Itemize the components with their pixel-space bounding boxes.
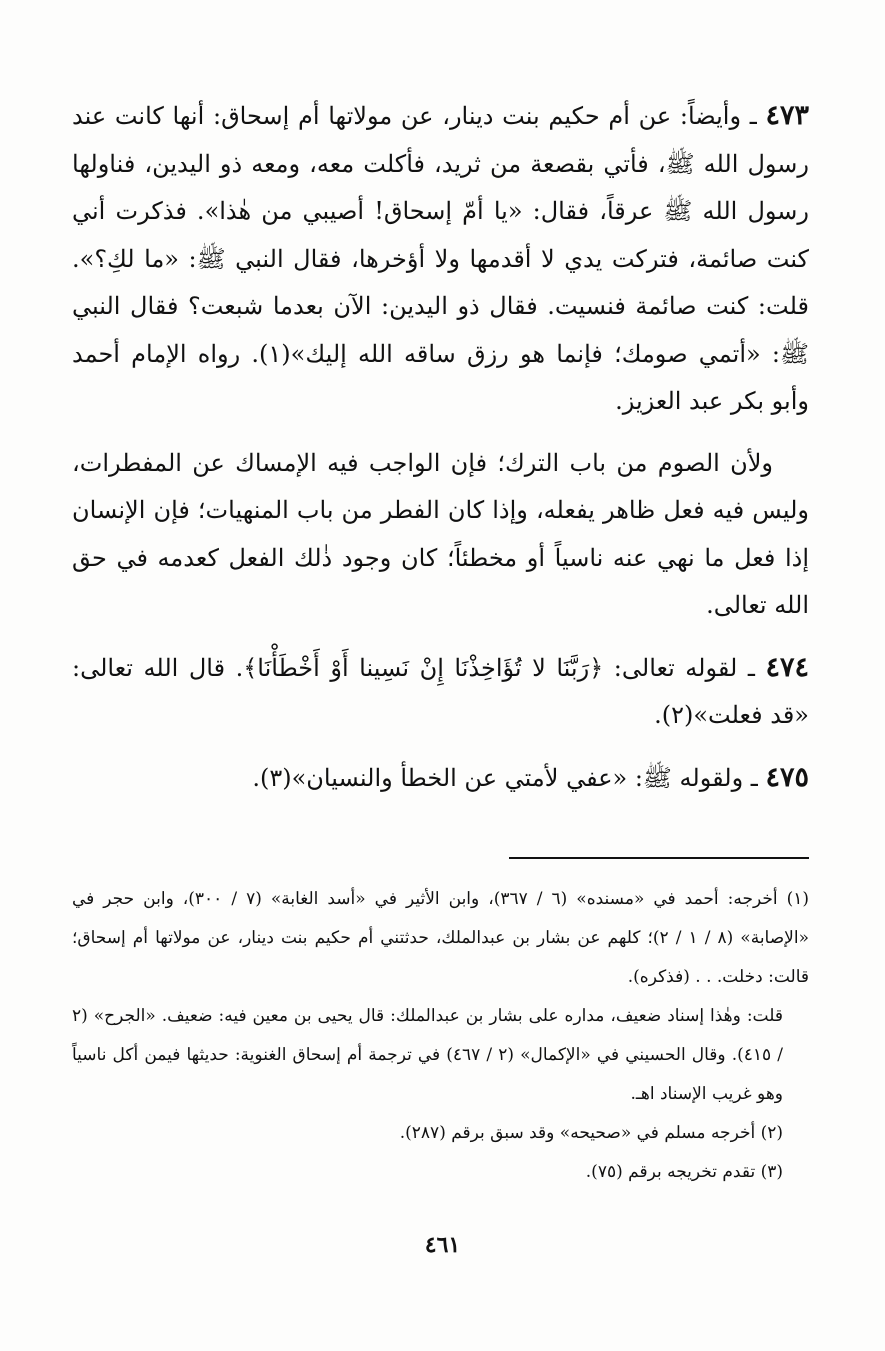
footnote-divider	[509, 857, 809, 859]
paragraph-reasoning	[72, 440, 809, 630]
footnote-1-comment: قلت: وهٰذا إسناد ضعيف، مداره على بشار بن عبدالملك: قال يحيى بن معين فيه: ضعيف. «الجرح» (٢ / ٤١٥). وقال الحسيني في «الإكمال» (٢ / ٤٦٧) في ترجمة أم إسحاق الغنوية: حديثها فيمن أكل ناسياً وهو غريب الإسناد اهـ.	[72, 1006, 783, 1104]
main-text	[72, 92, 809, 816]
footnotes	[72, 880, 809, 1192]
paragraph-474	[72, 644, 809, 740]
paragraph-text: ـ وأيضاً: عن أم حكيم بنت دينار، عن مولاتها أم إسحاق: أنها كانت عند رسول الله ﷺ، فأتي بقصعة من ثريد، فأكلت معه، ومعه ذو اليدين، فناولها رسول الله ﷺ عرقاً، فقال: «يا أمّ إسحاق! أصيبي من هٰذا». فذكرت أني كنت صائمة، فتركت يدي لا أقدمها ولا أؤخرها، فقال النبي ﷺ: «ما لكِ؟». قلت: كنت صائمة فنسيت. فقال ذو اليدين: الآن بعدما شبعت؟ فقال النبي ﷺ: «أتمي صومك؛ فإنما هو رزق ساقه الله إليك»(١). رواه الإمام أحمد وأبو بكر عبد العزيز.	[72, 102, 809, 415]
paragraph-text: ـ لقوله تعالى: ﴿رَبَّنَا لا تُؤَاخِذْنَا إِنْ نَسِينا أَوْ أَخْطَأْنَا﴾. قال الله تعالى: «قد فعلت»(٢).	[72, 653, 809, 729]
hadith-number: ٤٧٤	[765, 651, 809, 683]
footnote-1: (١) أخرجه: أحمد في «مسنده» (٦ / ٣٦٧)، وابن الأثير في «أسد الغابة» (٧ / ٣٠٠)، وابن حجر في «الإصابة» (٨ / ١ / ٢)؛ كلهم عن بشار بن عبدالملك، حدثتني أم حكيم بنت دينار، عن مولاتها أم إسحاق؛ قالت: دخلت. . . (فذكره).	[72, 889, 810, 987]
page-number: ٤٦١	[424, 1232, 461, 1258]
hadith-number: ٤٧٥	[765, 761, 809, 793]
paragraph-475	[72, 754, 809, 803]
footnote-2: (٢) أخرجه مسلم في «صحيحه» وقد سبق برقم (٢٨٧).	[399, 1123, 783, 1143]
paragraph-text: ـ ولقوله ﷺ: «عفي لأمتي عن الخطأ والنسيان»(٣).	[252, 763, 758, 792]
footnote-3: (٣) تقدم تخريجه برقم (٧٥).	[585, 1162, 783, 1182]
hadith-number: ٤٧٣	[765, 100, 809, 131]
paragraph-text: ولأن الصوم من باب الترك؛ فإن الواجب فيه الإمساك عن المفطرات، وليس فيه فعل ظاهر يفعله، وإذا كان الفطر من باب المنهيات؛ فإن الإنسان إذا فعل ما نهي عنه ناسياً أو مخطئاً؛ كان وجود ذٰلك الفعل كعدمه في حق الله تعالى.	[72, 448, 809, 619]
paragraph-473	[72, 92, 809, 426]
